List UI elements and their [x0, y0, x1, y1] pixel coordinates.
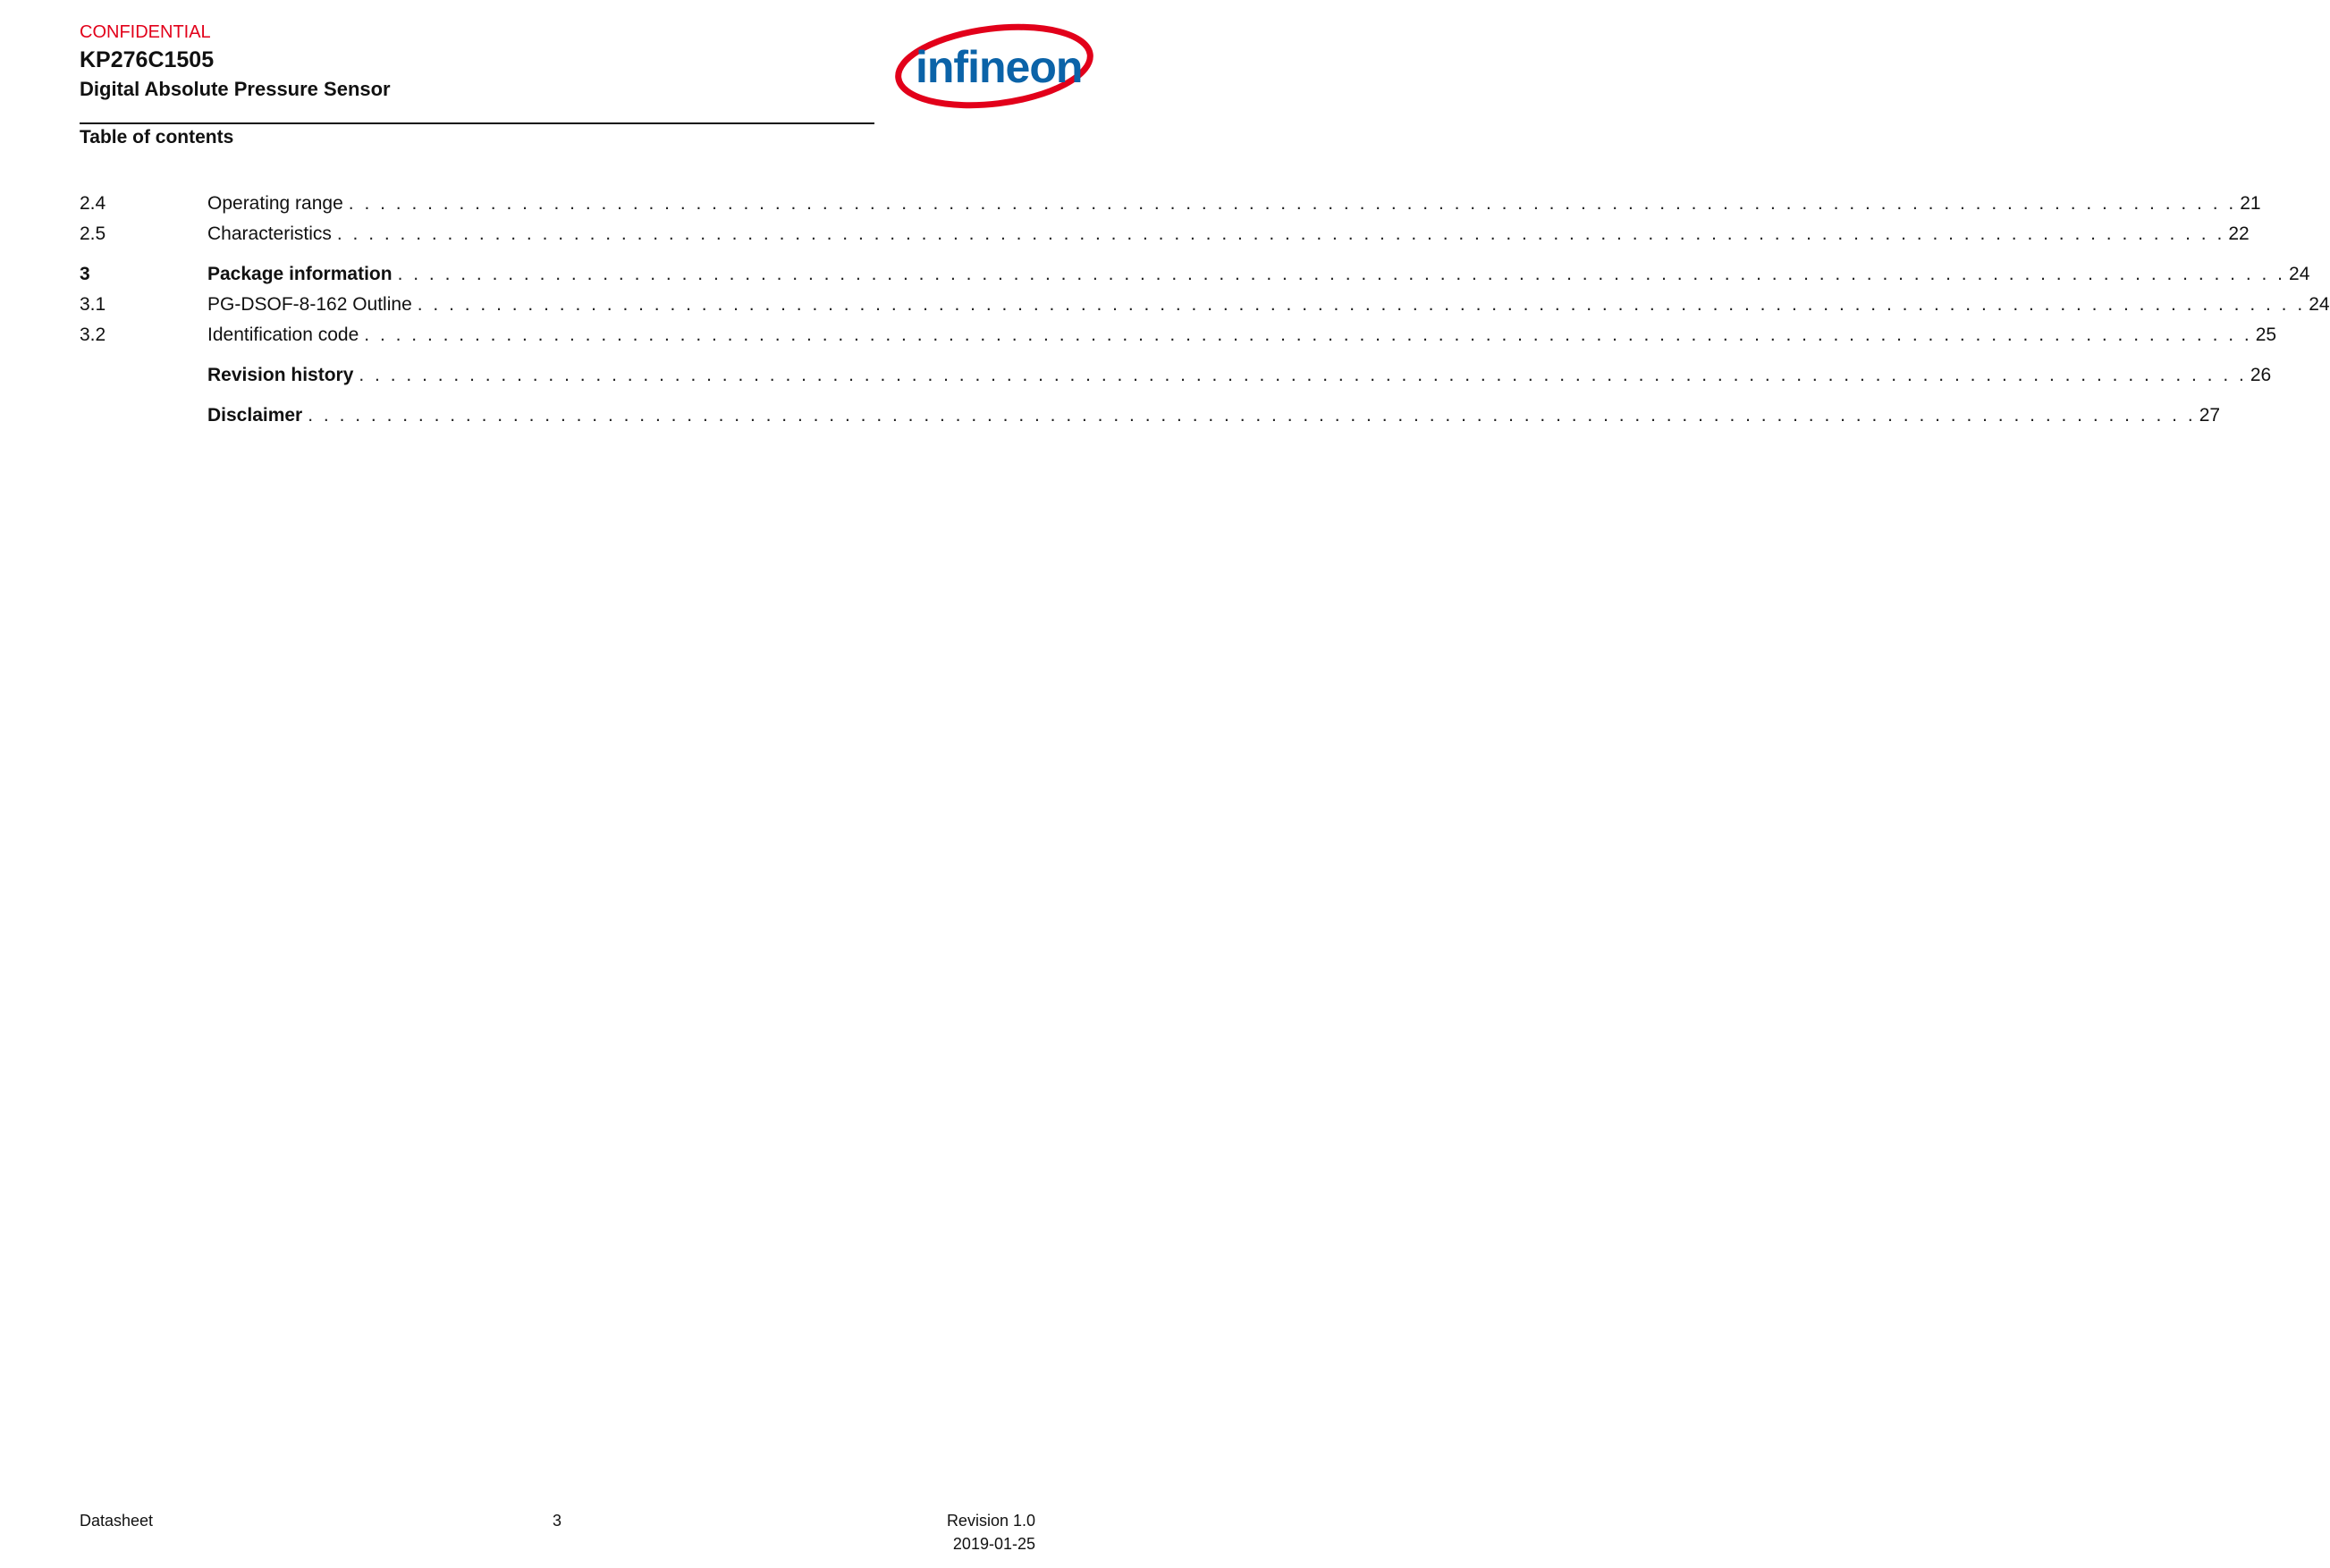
toc-page: 25	[2255, 325, 2277, 345]
toc-number: 3.1	[80, 294, 106, 315]
toc-page: 27	[2199, 405, 2221, 426]
confidential-label: CONFIDENTIAL	[80, 22, 211, 42]
toc-entry[interactable]	[80, 190, 2261, 221]
toc-entry[interactable]	[80, 322, 2277, 352]
page-header	[80, 20, 884, 104]
toc-number: 2.4	[80, 193, 106, 214]
toc-number: 3	[80, 264, 90, 284]
document-id: KP276C1505	[80, 47, 215, 72]
toc-number: 3.2	[80, 325, 106, 345]
toc-leader: . . . . . . . . . . . . . . . . . . . . . . . . . . . . . . . . . . . . . . . . . . . . . . . . . . . . . . . . . . . . . . . . . . . . . . . . . . . . . . . . . . . . . . . . . . . . . . . . . . . . . . . . . . . . . . . . . . . . . . . .	[417, 294, 2306, 315]
toc-number: 2.5	[80, 223, 106, 244]
svg-text:infineon: infineon	[916, 42, 1083, 92]
toc-entry[interactable]	[80, 221, 2250, 251]
footer-revision: Revision 1.0	[946, 1512, 1035, 1530]
toc-title: Characteristics	[207, 223, 332, 244]
toc-title: Disclaimer	[207, 405, 303, 426]
table-of-contents	[80, 190, 2330, 433]
footer-doc-type: Datasheet	[80, 1512, 154, 1530]
toc-page: 24	[2309, 294, 2330, 315]
toc-title: PG-DSOF-8-162 Outline	[207, 294, 412, 315]
footer-page-number: 3	[552, 1512, 561, 1530]
toc-leader: . . . . . . . . . . . . . . . . . . . . . . . . . . . . . . . . . . . . . . . . . . . . . . . . . . . . . . . . . . . . . . . . . . . . . . . . . . . . . . . . . . . . . . . . . . . . . . . . . . . . . . . . . . . . . . . . . . . . . . . .	[308, 405, 2196, 426]
section-heading: Table of contents	[80, 127, 234, 148]
footer-revision-block	[947, 1509, 1035, 1555]
toc-page: 21	[2240, 193, 2261, 214]
toc-entry[interactable]	[80, 291, 2330, 322]
infineon-logo-icon	[894, 16, 1102, 116]
toc-page: 24	[2289, 264, 2310, 284]
toc-title: Operating range	[207, 193, 343, 214]
toc-title: Revision history	[207, 365, 354, 385]
toc-leader: . . . . . . . . . . . . . . . . . . . . . . . . . . . . . . . . . . . . . . . . . . . . . . . . . . . . . . . . . . . . . . . . . . . . . . . . . . . . . . . . . . . . . . . . . . . . . . . . . . . . . . . . . . . . . . . . . . . . . . . .	[348, 193, 2237, 214]
toc-leader: . . . . . . . . . . . . . . . . . . . . . . . . . . . . . . . . . . . . . . . . . . . . . . . . . . . . . . . . . . . . . . . . . . . . . . . . . . . . . . . . . . . . . . . . . . . . . . . . . . . . . . . . . . . . . . . . . . . . . . . .	[397, 264, 2286, 284]
toc-title: Package information	[207, 264, 393, 284]
document-subtitle: Digital Absolute Pressure Sensor	[80, 78, 391, 100]
toc-title: Identification code	[207, 325, 359, 345]
toc-entry[interactable]	[80, 261, 2310, 291]
toc-entry[interactable]	[80, 362, 2272, 392]
toc-page: 22	[2228, 223, 2250, 244]
footer-date: 2019-01-25	[952, 1535, 1035, 1553]
toc-entry[interactable]	[80, 402, 2221, 433]
toc-leader: . . . . . . . . . . . . . . . . . . . . . . . . . . . . . . . . . . . . . . . . . . . . . . . . . . . . . . . . . . . . . . . . . . . . . . . . . . . . . . . . . . . . . . . . . . . . . . . . . . . . . . . . . . . . . . . . . . . . . . . .	[336, 223, 2225, 244]
toc-leader: . . . . . . . . . . . . . . . . . . . . . . . . . . . . . . . . . . . . . . . . . . . . . . . . . . . . . . . . . . . . . . . . . . . . . . . . . . . . . . . . . . . . . . . . . . . . . . . . . . . . . . . . . . . . . . . . . . . . . . . .	[364, 325, 2252, 345]
toc-page: 26	[2250, 365, 2272, 385]
toc-leader: . . . . . . . . . . . . . . . . . . . . . . . . . . . . . . . . . . . . . . . . . . . . . . . . . . . . . . . . . . . . . . . . . . . . . . . . . . . . . . . . . . . . . . . . . . . . . . . . . . . . . . . . . . . . . . . . . . . . . . . .	[359, 365, 2247, 385]
